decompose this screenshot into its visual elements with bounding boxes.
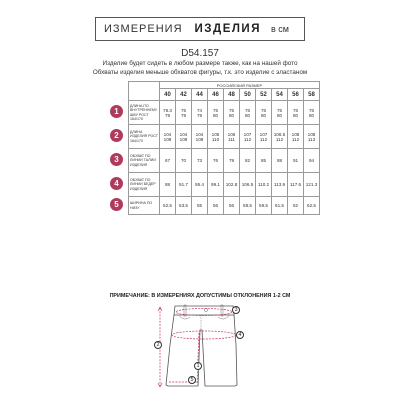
russian-size-header: РОССИЙСКИЙ РАЗМЕР: [160, 82, 320, 89]
cell-value: 110: [211, 136, 220, 142]
cell-value: 76: [308, 107, 315, 113]
cell-value: 80: [212, 112, 219, 118]
row-number-badge: 3: [110, 153, 123, 166]
size-header-cell: 44: [192, 89, 208, 101]
size-header-cell: 48: [224, 89, 240, 101]
size-header-cell: 40: [160, 89, 176, 101]
diagram-marker-3: 3: [232, 306, 240, 314]
size-header-cell: 46: [208, 89, 224, 101]
cell-value: 88: [276, 158, 283, 163]
size-header-cell: 54: [272, 89, 288, 101]
cell-value: 58.5: [243, 203, 252, 208]
cell-value: 82: [244, 158, 251, 163]
diagram-marker-2: 2: [154, 341, 162, 349]
size-header-cell: 52: [256, 89, 272, 101]
cell-value: 62: [292, 203, 299, 208]
cell-value: 121.3: [305, 182, 318, 187]
row-number-badge: 4: [110, 177, 123, 190]
cell-value: 104: [195, 131, 204, 137]
cell-value: 112: [275, 136, 284, 142]
size-header-cell: 42: [176, 89, 192, 101]
cell-value: 105: [211, 131, 220, 137]
row-number-badge: 2: [110, 129, 123, 142]
size-header-cell: 56: [288, 89, 304, 101]
cell-value: 112: [259, 136, 268, 142]
article-number: D54.157: [181, 48, 219, 59]
size-header-cell: 58: [304, 89, 320, 101]
cell-value: 61.5: [275, 203, 284, 208]
cell-value: 73: [196, 158, 203, 163]
cell-value: 80: [276, 112, 283, 118]
cell-value: 76: [292, 107, 299, 113]
row-number-badge: 1: [110, 105, 123, 118]
cell-value: 117.6: [289, 182, 302, 187]
cell-value: 91.7: [179, 182, 188, 187]
diagram-marker-4: 4: [236, 331, 244, 339]
cell-value: 85: [260, 158, 267, 163]
cell-value: 95.4: [195, 182, 204, 187]
cell-value: 80: [308, 112, 315, 118]
cell-value: 75: [276, 107, 283, 113]
cell-value: 113.9: [273, 182, 286, 187]
cell-value: 110.2: [257, 182, 270, 187]
right-pocket: [218, 315, 230, 319]
cell-value: 107: [259, 131, 268, 137]
cell-value: 79: [196, 112, 203, 118]
cell-value: 104: [179, 131, 188, 137]
row-label: ОБХВАТ ПО ЛИНИИ БЕДЕР ИЗДЕЛИЯ: [129, 173, 160, 197]
cell-value: 56: [212, 203, 219, 208]
row-label: ОБХВАТ ПО ЛИНИИ ТАЛИИ ИЗДЕЛИЯ: [129, 149, 160, 173]
cell-value: 106: [227, 131, 236, 137]
cell-value: 99.1: [211, 182, 220, 187]
cell-value: 76: [244, 107, 251, 113]
cell-value: 107: [243, 131, 252, 137]
size-header-cell: 50: [240, 89, 256, 101]
cell-value: 59.5: [259, 203, 268, 208]
pants-outline: [166, 315, 237, 386]
cell-value: 111: [228, 136, 235, 142]
diagram-marker-1: 1: [194, 362, 202, 370]
cell-value: 76: [212, 158, 219, 163]
cell-value: 109: [195, 136, 204, 142]
cell-value: 109: [163, 136, 172, 142]
fit-note: Изделие будет сидеть в любом размере также, как на нашей фото: [102, 60, 298, 67]
button-icon: [205, 309, 208, 312]
cell-value: 108: [291, 131, 300, 137]
cell-value: 91: [292, 158, 299, 163]
cell-value: 75: [212, 107, 219, 113]
cell-value: 88: [164, 182, 171, 187]
diagram-marker-5: 5: [188, 376, 196, 384]
row-label: ДЛИНА ПО ВНУТРЕННЕМУ ШВУ РОСТ 164/170: [129, 101, 160, 125]
row-number-badge: 5: [110, 198, 123, 211]
cell-value: 109: [179, 136, 188, 142]
tolerance-remark: ПРИМЕЧАНИЕ: В ИЗМЕРЕНИЯХ ДОПУСТИМЫ ОТКЛОНЕНИЯ 1-2 СМ: [109, 293, 291, 299]
cell-value: 53.5: [179, 203, 188, 208]
header-measurements: ИЗМЕРЕНИЯ: [104, 23, 183, 35]
cell-value: 52.5: [163, 203, 172, 208]
cell-value: 56: [228, 203, 235, 208]
row-label: ДЛИНА ИЗДЕЛИЯ РОСТ 164/170: [129, 125, 160, 149]
waistband-outline: [174, 306, 234, 315]
cell-value: 113: [307, 136, 316, 142]
cell-value: 80: [244, 112, 251, 118]
cell-value: 108.5: [273, 131, 286, 137]
cell-value: 79: [180, 112, 187, 118]
cell-value: 80: [228, 112, 235, 118]
cell-value: 112: [243, 136, 252, 142]
cell-value: 102.8: [225, 182, 238, 187]
cell-value: 78.3: [163, 107, 172, 113]
cell-value: 94: [308, 158, 315, 163]
cell-value: 76: [260, 107, 267, 113]
waist-measure-line: [176, 309, 232, 316]
header-garment: ИЗДЕЛИЯ: [194, 23, 261, 35]
cell-value: 67: [164, 158, 171, 163]
elastane-note: Обхваты изделия меньше обхватов фигуры, т.к. это изделие с эластаном: [92, 69, 308, 76]
cell-value: 75: [180, 107, 187, 113]
cell-value: 79: [164, 112, 171, 118]
cell-value: 108: [307, 131, 316, 137]
cell-value: 75: [228, 107, 235, 113]
hip-measure-line: [172, 331, 236, 339]
header-unit: в см: [270, 24, 289, 34]
cell-value: 80: [260, 112, 267, 118]
cell-value: 70: [180, 158, 187, 163]
cell-value: 55: [196, 203, 203, 208]
cell-value: 62.5: [307, 203, 316, 208]
cell-value: 106.5: [241, 182, 254, 187]
cell-value: 79: [228, 158, 235, 163]
cell-value: 104: [163, 131, 172, 137]
cell-value: 80: [292, 112, 299, 118]
cell-value: 112: [291, 136, 300, 142]
cell-value: 74: [196, 107, 203, 113]
row-label: ШИРИНА ПО НИЗУ: [129, 197, 160, 215]
